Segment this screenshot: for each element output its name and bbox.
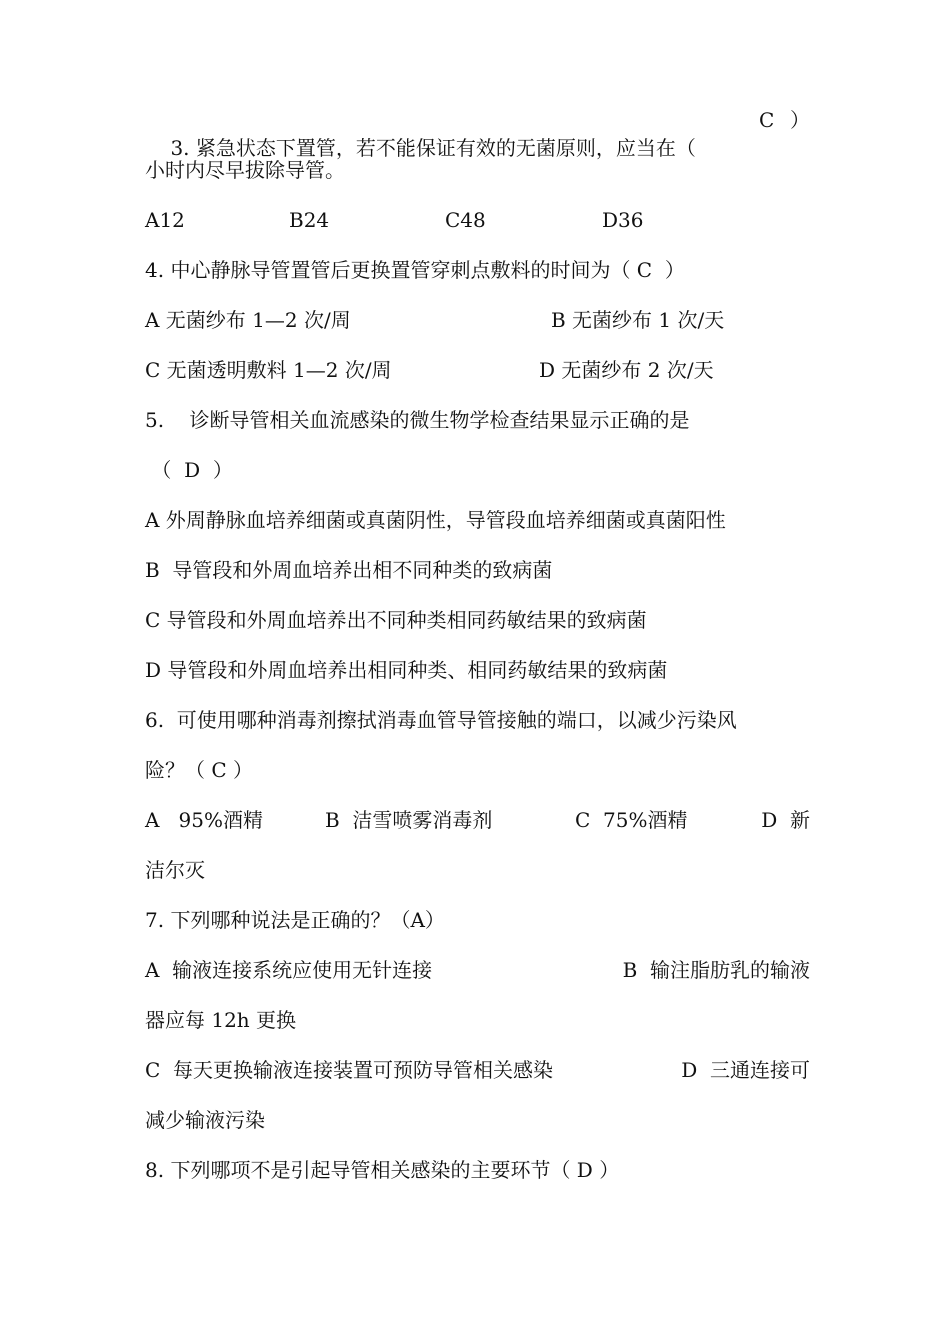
q6-options-row	[145, 806, 810, 834]
q5-option-c: C 导管段和外周血培养出不同种类相同药敏结果的致病菌	[145, 608, 647, 632]
q3-stem-text: 3. 紧急状态下置管，若不能保证有效的无菌原则，应当在（	[170, 136, 696, 160]
q3-close-paren: ）	[790, 108, 810, 132]
q7-option-c: C 每天更换输液连接装置可预防导管相关感染	[145, 1058, 554, 1082]
q3-option-b: B24	[289, 208, 330, 232]
q3-option-a: A12	[145, 208, 185, 232]
q7-option-b-start: B 输注脂肪乳的输液	[622, 958, 810, 982]
q6-stem-line1: 6. 可使用哪种消毒剂擦拭消毒血管导管接触的端口，以减少污染风	[145, 708, 737, 732]
q4-option-b: B 无菌纱布 1 次/天	[551, 308, 725, 332]
q5-option-a: A 外周静脉血培养细菌或真菌阴性，导管段血培养细菌或真菌阳性	[145, 508, 726, 532]
q3-answer: C	[759, 108, 775, 132]
q5-option-b: B 导管段和外周血培养出相不同种类的致病菌	[145, 558, 553, 582]
q6-option-a: A 95%酒精	[145, 808, 263, 832]
q7-options-row1	[145, 956, 810, 984]
q4-option-c: C 无菌透明敷料 1—2 次/周	[145, 358, 392, 382]
q4-stem: 4. 中心静脉导管置管后更换置管穿刺点敷料的时间为（ C ）	[145, 258, 685, 282]
q7-options-row2	[145, 1056, 810, 1084]
q6-option-d-continued: 洁尔灭	[145, 858, 205, 882]
q7-stem: 7. 下列哪种说法是正确的？（A）	[145, 908, 445, 932]
q5-stem: 5. 诊断导管相关血流感染的微生物学检查结果显示正确的是	[145, 408, 690, 432]
q7-option-d-start: D 三通连接可	[681, 1058, 810, 1082]
q3-option-d: D36	[602, 208, 644, 232]
q4-option-a: A 无菌纱布 1—2 次/周	[145, 308, 351, 332]
q6-option-b: B 洁雪喷雾消毒剂	[325, 808, 493, 832]
q3-option-c: C48	[445, 208, 486, 232]
q4-option-d: D 无菌纱布 2 次/天	[539, 358, 714, 382]
q6-option-d-start: D 新	[761, 808, 810, 832]
q5-option-d: D 导管段和外周血培养出相同种类、相同药敏结果的致病菌	[145, 658, 668, 682]
q7-option-d-continued: 减少输液污染	[145, 1108, 265, 1132]
q6-option-c: C 75%酒精	[575, 808, 688, 832]
q5-answer-line: （ D ）	[145, 458, 233, 482]
q4-options-row1	[145, 306, 810, 334]
q8-stem: 8. 下列哪项不是引起导管相关感染的主要环节（ D ）	[145, 1158, 620, 1182]
q3-options-row	[145, 206, 810, 234]
q7-option-b-continued: 器应每 12h 更换	[145, 1008, 297, 1032]
q3-stem-line2: 小时内尽早拔除导管。	[145, 158, 345, 182]
q3-stem-line1	[145, 106, 810, 160]
q4-options-row2	[145, 356, 810, 384]
q7-option-a: A 输液连接系统应使用无针连接	[145, 958, 433, 982]
q6-stem-line2: 险？（ C ）	[145, 758, 254, 782]
